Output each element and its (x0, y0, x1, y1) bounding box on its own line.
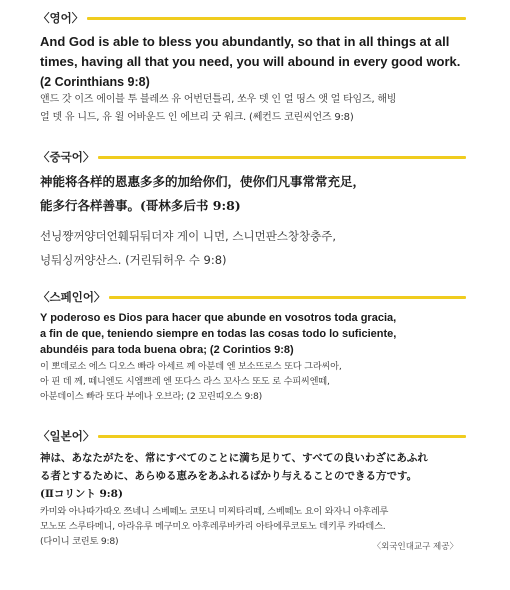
japanese-korean-reading-line-1: 카미와 아나따가따오 쯔네니 스베떼노 코또니 미찌타리떼, 스베떼노 요이 와자니 아후레루 (40, 506, 389, 517)
chinese-section-label: 〈중국어〉 (38, 150, 95, 164)
english-verse-line-2: times, having all that you need, you will abound in every good work. (40, 54, 461, 69)
english-korean-reading-line-2: 얼 뎃 유 니드, 유 윌 어바운드 인 에브리 굿 워크. (쎄컨드 코린씨언즈 9:8) (40, 112, 354, 123)
japanese-section-rule (98, 435, 466, 438)
english-korean-reading-line-1: 앤드 갓 이즈 에이블 투 블레쓰 유 어번던틀리, 쏘우 뎃 인 얼 띵스 앳 얼 타임즈, 해빙 (40, 94, 397, 105)
spanish-section (40, 310, 470, 404)
chinese-section-rule (98, 156, 466, 159)
english-section-rule (87, 17, 466, 20)
spanish-section-header (38, 290, 466, 304)
japanese-verse-line-2: る者とするために、あらゆる恵みをあふれるばかり与えることのできる方です。 (40, 470, 418, 482)
chinese-section (40, 170, 470, 272)
japanese-section-label: 〈일본어〉 (38, 429, 95, 443)
english-section (40, 32, 470, 127)
spanish-verse-line-1: Y poderoso es Dios para hacer que abunde en vosotros toda gracia, (40, 312, 397, 324)
japanese-section-header (38, 429, 466, 443)
japanese-section (40, 449, 470, 549)
japanese-korean-reading-line-2: 모노또 스루타메니, 아라유루 메구미오 아후레루바카리 아타에루코토노 데키루 카따데스. (40, 521, 386, 532)
english-section-header (38, 11, 466, 25)
english-section-label: 〈영어〉 (38, 11, 84, 25)
japanese-verse-line-1: 神は、あなたがたを、常にすべてのことに満ち足りて、すべての良いわざにあふれ (40, 452, 428, 464)
spanish-section-label: 〈스페인어〉 (38, 290, 106, 304)
source-note: 〈외국인대교구 제공〉 (372, 542, 458, 552)
spanish-korean-reading-line-2: 아 핀 데 께, 떼니엔도 시엠쁘레 엔 또다스 라스 꼬사스 또도 로 수피씨엔떼, (40, 376, 330, 387)
spanish-verse-line-2: a fin de que, teniendo siempre en todas las cosas todo lo suficiente, (40, 328, 397, 340)
english-verse-reference: (2 Corinthians 9:8) (40, 75, 150, 89)
spanish-korean-reading-line-1: 이 뽀데로소 에스 디오스 빠라 아세르 께 아분데 엔 보소뜨로스 또다 그라씨아, (40, 361, 342, 372)
chinese-verse-line-2: 能多行各样善事。(哥林多后书 9:8) (40, 198, 241, 213)
spanish-section-rule (109, 296, 466, 299)
chinese-korean-reading-line-2: 넝둬싱꺼양산스. (거린둬허우 수 9:8) (40, 253, 227, 267)
spanish-korean-reading-line-3: 아분데이스 빠라 또다 부에나 오브라; (2 꼬린띠오스 9:8) (40, 391, 263, 402)
chinese-korean-reading-line-1: 선닝쨩꺼양더언훼뒤둬더쟈 게이 니먼, 스니먼판스창창충주, (40, 229, 336, 243)
japanese-verse-reference: (Ⅱコリント 9:8) (40, 488, 123, 500)
chinese-section-header (38, 150, 466, 164)
japanese-korean-reading-line-3: (다이니 코린토 9:8) (40, 536, 119, 547)
english-verse-line-1: And God is able to bless you abundantly, so that in all things at all (40, 34, 450, 49)
spanish-verse-line-3: abundéis para toda buena obra; (2 Corintios 9:8) (40, 344, 294, 356)
chinese-verse-line-1: 神能将各样的恩惠多多的加给你们，使你们凡事常常充足， (40, 174, 366, 189)
